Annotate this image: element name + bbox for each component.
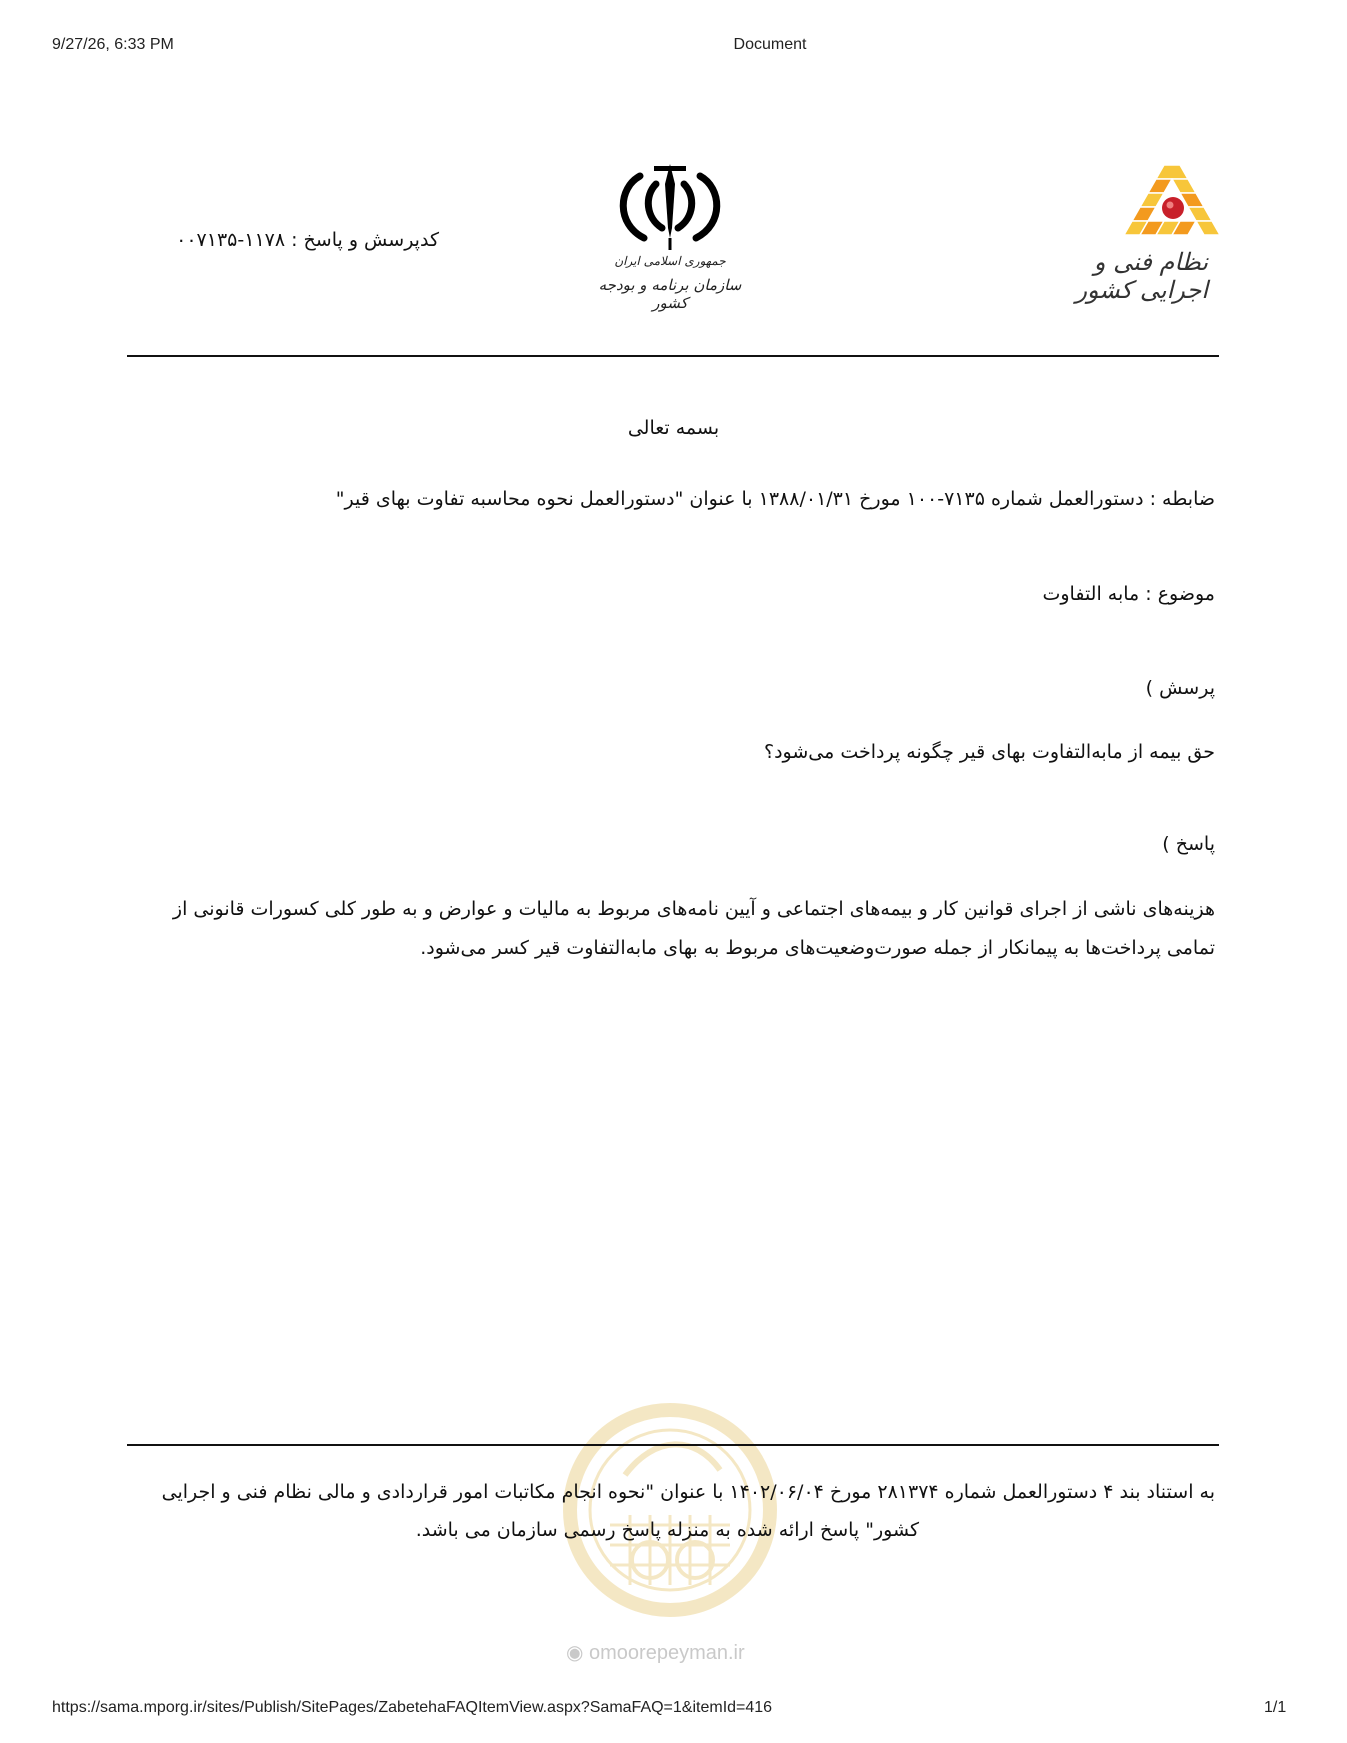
print-url: https://sama.mporg.ir/sites/Publish/SitePages/ZabetehaFAQItemView.aspx?SamaFAQ=1&itemId=416 <box>52 1699 773 1716</box>
regulation-reference: ضابطه : دستورالعمل شماره ۷۱۳۵-۱۰۰ مورخ ۱۳۸۸/۰۱/۳۱ با عنوان "دستورالعمل نحوه محاسبه تفاوت بهای قیر" <box>335 488 1215 510</box>
footer-note-line-2: کشور" پاسخ ارائه شده به منزله پاسخ رسمی سازمان می باشد. <box>415 1519 919 1541</box>
question-code: کدپرسش و پاسخ : ۱۱۷۸-۰۰۷۱۳۵ <box>176 229 439 251</box>
print-document-title: Document <box>733 36 807 53</box>
answer-text-line-2: تمامی پرداخت‌ها به پیمانکار از جمله صورت‌وضعیت‌های مربوط به بهای مابه‌التفاوت قیر کسر می‌شود. <box>420 937 1215 959</box>
answer-label: پاسخ ) <box>1162 833 1215 855</box>
footer-divider <box>127 1444 1219 1446</box>
nezam-triangle-logo-icon <box>1060 160 1230 250</box>
question-label: پرسش ) <box>1145 677 1215 699</box>
iran-emblem-seal <box>598 158 742 312</box>
nezam-logo <box>1060 160 1230 304</box>
seal-caption-republic: جمهوری اسلامی ایران <box>614 254 726 268</box>
watermark-seal-icon <box>555 1395 785 1625</box>
iran-emblem-icon <box>600 158 740 253</box>
footer-note-line-1: به استناد بند ۴ دستورالعمل شماره ۲۸۱۳۷۴ مورخ ۱۴۰۲/۰۶/۰۴ با عنوان "نحوه انجام مکاتبات امور قراردادی و مالی نظام فنی و اجرایی <box>161 1481 1215 1503</box>
nezam-logo-text: نظام فنی و اجرایی کشور <box>1075 248 1208 304</box>
watermark-site-name: omoorepeyman.ir <box>589 1642 745 1664</box>
seal-caption-organization: سازمان برنامه و بودجه کشور <box>598 276 742 312</box>
answer-text-line-1: هزینه‌های ناشی از اجرای قوانین کار و بیمه‌های اجتماعی و آیین نامه‌های مربوط به مالیات و عوارض و به طور کلی کسورات قانونی از <box>172 898 1215 920</box>
subject-line: موضوع : مابه التفاوت <box>1042 583 1215 605</box>
header-divider <box>127 355 1219 357</box>
question-text: حق بیمه از مابه‌التفاوت بهای قیر چگونه پرداخت می‌شود؟ <box>764 741 1215 763</box>
watermark-site-text <box>566 1640 745 1665</box>
omoorepeyman-watermark <box>555 1395 785 1625</box>
print-page-number: 1/1 <box>1264 1699 1287 1716</box>
basmala: بسمه تعالی <box>627 417 720 439</box>
print-datetime: 9/27/26, 6:33 PM <box>52 36 174 53</box>
watermark-globe-icon: ◉ <box>566 1642 584 1664</box>
